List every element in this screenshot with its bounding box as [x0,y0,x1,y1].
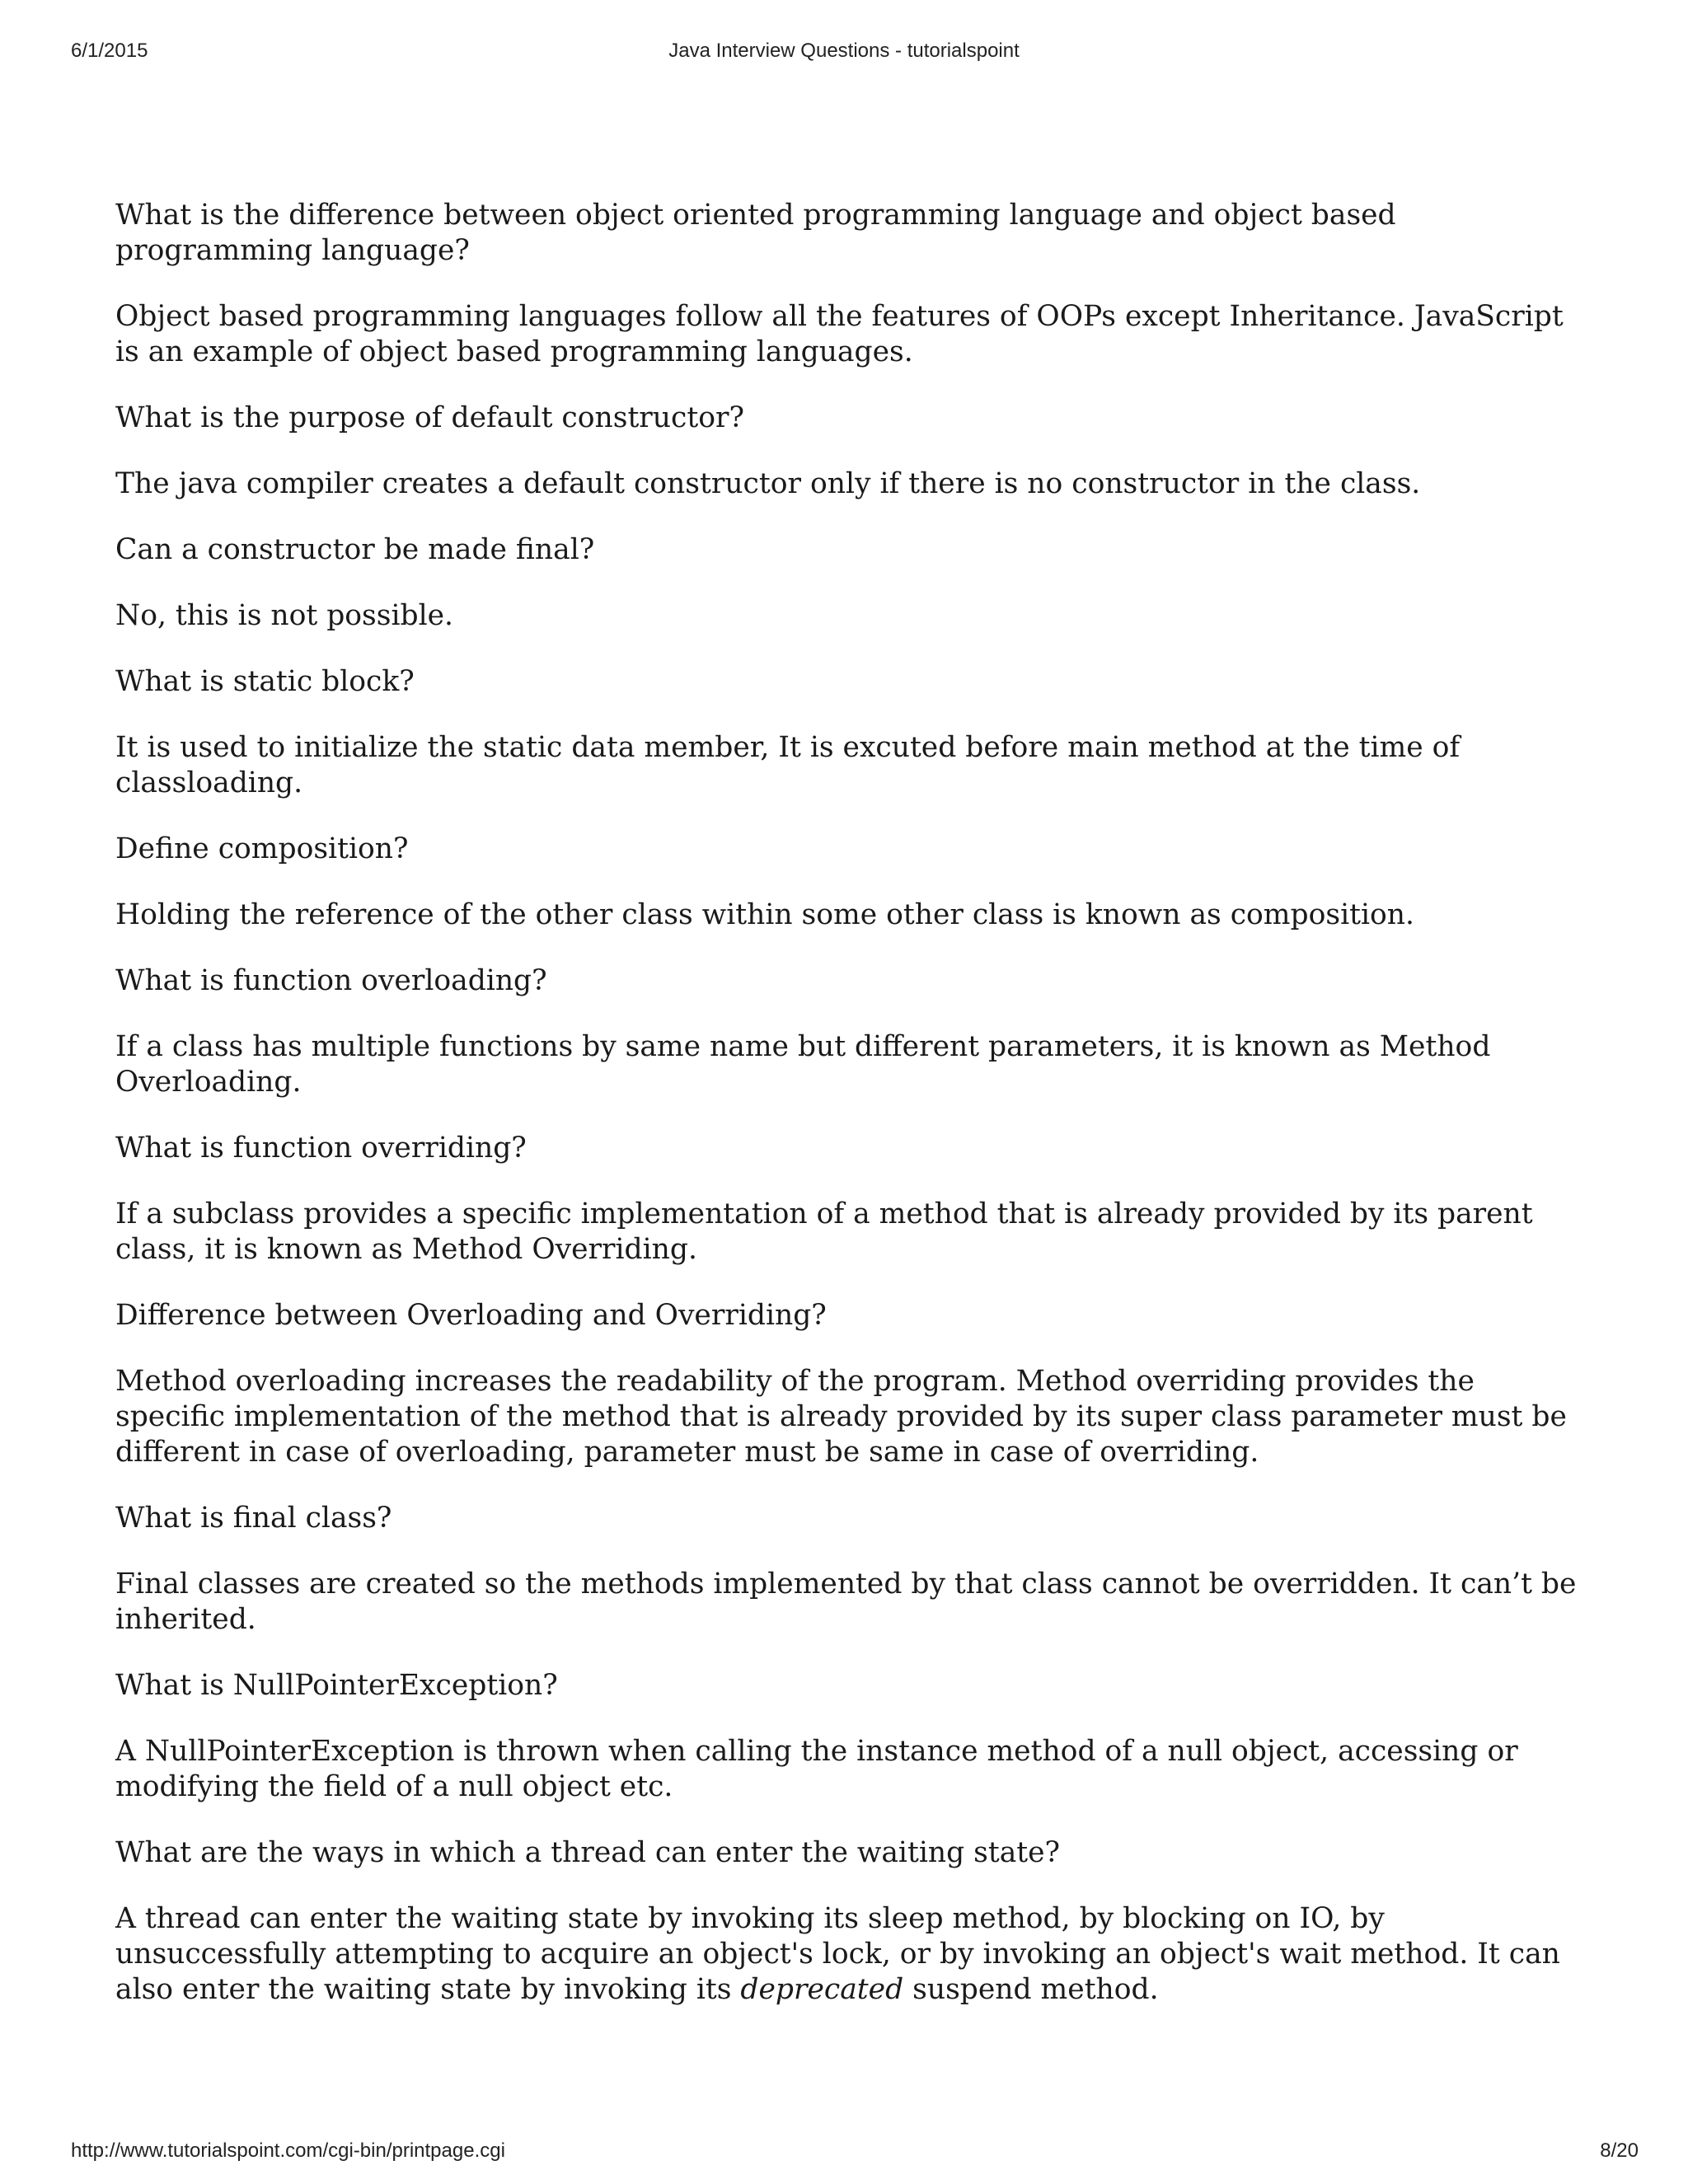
answer-text-part1: A thread can enter the waiting state by invoking its sleep method, by blocking on IO, by unsuccessfully attempting to acquire an object's lock, or by invoking an object's wait method. It can also enter the waiting state by invoking its [115,1902,1560,2006]
question-composition: Define composition? [115,832,409,865]
answer-overloading-vs-overriding: Method overloading increases the readability of the program. Method overriding provides the specific implementation of the method that is already provided by its super class parameter must be different in case of overloading, parameter must be same in case of overriding. [115,1365,1567,1469]
answer-composition: Holding the reference of the other class within some other class is known as composition. [115,898,1414,931]
answer-thread-waiting-state [115,1901,1582,2008]
answer-oop-vs-object-based: Object based programming languages follow all the features of OOPs except Inheritance. JavaScript is an example of object based programming languages. [115,300,1564,368]
question-final-class: What is final class? [115,1502,392,1535]
question-thread-waiting-state: What are the ways in which a thread can enter the waiting state? [115,1836,1061,1869]
document-body [115,198,1582,2038]
question-function-overriding: What is function overriding? [115,1132,527,1165]
answer-static-block: It is used to initialize the static data member, It is excuted before main method at the time of classloading. [115,731,1461,799]
answer-function-overloading: If a class has multiple functions by same name but different parameters, it is known as Method Overloading. [115,1030,1491,1099]
question-overloading-vs-overriding: Difference between Overloading and Overriding? [115,1299,827,1332]
print-date: 6/1/2015 [71,40,148,62]
question-final-constructor: Can a constructor be made final? [115,533,595,566]
page-title: Java Interview Questions - tutorialspoint [668,40,1020,62]
question-default-constructor: What is the purpose of default constructor? [115,401,744,434]
answer-final-class: Final classes are created so the methods implemented by that class cannot be overridden. It can’t be inherited. [115,1568,1577,1636]
question-function-overloading: What is function overloading? [115,964,547,997]
answer-null-pointer-exception: A NullPointerException is thrown when calling the instance method of a null object, accessing or modifying the field of a null object etc. [115,1735,1518,1803]
question-static-block: What is static block? [115,665,415,698]
answer-default-constructor: The java compiler creates a default constructor only if there is no constructor in the class. [115,467,1421,500]
answer-text-part2: suspend method. [912,1973,1159,2006]
page-number: 8/20 [1600,2139,1639,2162]
deprecated-emphasis: deprecated [740,1973,904,2006]
answer-function-overriding: If a subclass provides a specific implementation of a method that is already provided by its parent class, it is known as Method Overriding. [115,1197,1533,1266]
answer-final-constructor: No, this is not possible. [115,599,454,632]
question-oop-vs-object-based: What is the difference between object oriented programming language and object based programming language? [115,199,1396,267]
page-url: http://www.tutorialspoint.com/cgi-bin/printpage.cgi [71,2139,505,2162]
question-null-pointer-exception: What is NullPointerException? [115,1669,558,1702]
